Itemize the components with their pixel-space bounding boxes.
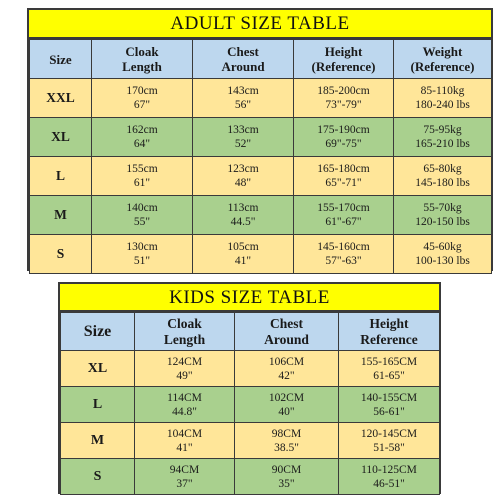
cloak-cell [135,387,235,423]
table-row [30,118,492,157]
cell-line: 102CM [268,391,305,404]
cell-line: 73"-79" [325,99,362,111]
table-row [30,157,492,196]
height-cell [339,387,440,423]
cell-line: 180-240 lbs [415,99,470,111]
adult-header-cloak [92,40,193,79]
cell-line: 113cm [227,202,259,214]
chest-cell [193,235,294,274]
size-cell: M [61,423,135,459]
kids-header-cloak [135,313,235,351]
adult-header-weight [394,40,492,79]
weight-cell [394,157,492,196]
cell-line: 51-58" [373,441,405,454]
size-cell: XXL [30,79,92,118]
header-line: Size [83,322,112,340]
header-line: Length [122,59,162,74]
cell-line: 105cm [227,241,259,253]
adult-header-height [294,40,394,79]
header-line: Length [163,331,206,347]
kids-header-height [339,313,440,351]
height-cell [339,423,440,459]
cell-line: 100-130 lbs [415,255,470,267]
weight-cell [394,235,492,274]
cloak-cell [135,423,235,459]
size-cell: S [61,459,135,495]
cell-line: 185-200cm [317,85,370,97]
header-line: (Reference) [410,59,475,74]
header-line: Cloak [125,44,159,59]
table-row [61,423,440,459]
cell-line: 65"-71" [325,177,362,189]
cell-line: 90CM [271,463,302,476]
kids-header-row [61,313,440,351]
chest-cell [235,387,339,423]
chest-cell [193,157,294,196]
cell-line: 57"-63" [325,255,362,267]
kids-size-table [58,282,441,494]
cell-line: 162cm [126,124,158,136]
cell-line: 155-170cm [317,202,370,214]
cell-line: 67" [133,99,151,111]
cell-line: 123cm [227,163,259,175]
cell-line: 175-190cm [317,124,370,136]
adult-size-table [27,8,493,271]
cell-line: 94CM [169,463,200,476]
table-row [61,387,440,423]
weight-cell [394,79,492,118]
header-line: (Reference) [311,59,376,74]
header-line: Reference [360,331,418,347]
cell-line: 56" [234,99,252,111]
height-cell [294,196,394,235]
cell-line: 140cm [126,202,158,214]
cloak-cell [92,79,193,118]
cell-line: 41" [176,441,193,454]
cell-line: 49" [176,369,193,382]
height-cell [339,459,440,495]
cell-line: 120-145CM [360,427,418,440]
adult-header-chest [193,40,294,79]
adult-table-title: ADULT SIZE TABLE [29,10,491,39]
cloak-cell [135,351,235,387]
cloak-cell [92,196,193,235]
cloak-cell [92,157,193,196]
header-line: Cloak [167,315,202,331]
adult-header-size [30,40,92,79]
cell-line: 98CM [271,427,302,440]
size-cell: XL [61,351,135,387]
weight-cell [394,118,492,157]
chest-cell [235,459,339,495]
cloak-cell [135,459,235,495]
cell-line: 130cm [126,241,158,253]
cell-line: 69"-75" [325,138,362,150]
header-line: Around [264,331,309,347]
chest-cell [193,196,294,235]
header-line: Size [49,51,72,67]
cell-line: 45-60kg [423,241,462,253]
header-line: Chest [227,44,259,59]
cell-line: 106CM [268,355,305,368]
cell-line: 61-65" [373,369,405,382]
cell-line: 110-125CM [361,463,417,476]
cloak-cell [92,118,193,157]
table-row [30,79,492,118]
size-cell: L [30,157,92,196]
cell-line: 56-61" [373,405,405,418]
cell-line: 42" [278,369,295,382]
table-row [30,235,492,274]
cell-line: 38.5" [274,441,299,454]
cell-line: 51" [133,255,151,267]
cell-line: 41" [234,255,252,267]
cell-line: 140-155CM [360,391,418,404]
cell-line: 75-95kg [423,124,462,136]
cell-line: 124CM [166,355,203,368]
cell-line: 61" [133,177,151,189]
chest-cell [235,351,339,387]
size-cell: L [61,387,135,423]
adult-header-row [30,40,492,79]
header-line: Height [324,44,363,59]
cell-line: 55-70kg [423,202,462,214]
height-cell [294,118,394,157]
cell-line: 143cm [227,85,259,97]
cell-line: 46-51" [373,477,405,490]
kids-size-grid [60,312,440,495]
cell-line: 114CM [167,391,202,404]
cell-line: 145-180 lbs [415,177,470,189]
header-line: Chest [270,315,303,331]
cell-line: 65-80kg [423,163,462,175]
size-cell: M [30,196,92,235]
kids-table-title: KIDS SIZE TABLE [60,284,439,312]
cell-line: 40" [278,405,295,418]
cell-line: 120-150 lbs [415,216,470,228]
cell-line: 52" [234,138,252,150]
size-cell: XL [30,118,92,157]
cell-line: 44.8" [172,405,197,418]
table-row [30,196,492,235]
cell-line: 61"-67" [325,216,362,228]
cell-line: 155-165CM [360,355,418,368]
table-row [61,459,440,495]
cell-line: 64" [133,138,151,150]
header-line: Height [369,315,409,331]
height-cell [294,157,394,196]
kids-header-chest [235,313,339,351]
cell-line: 170cm [126,85,158,97]
height-cell [339,351,440,387]
chest-cell [193,118,294,157]
cell-line: 133cm [227,124,259,136]
size-cell: S [30,235,92,274]
cell-line: 35" [278,477,295,490]
height-cell [294,79,394,118]
kids-header-size [61,313,135,351]
header-line: Weight [422,44,463,59]
cell-line: 155cm [126,163,158,175]
weight-cell [394,196,492,235]
cell-line: 165-210 lbs [415,138,470,150]
cell-line: 165-180cm [317,163,370,175]
cell-line: 104CM [166,427,203,440]
cell-line: 145-160cm [317,241,370,253]
adult-size-grid [29,39,492,274]
cell-line: 37" [176,477,193,490]
chest-cell [235,423,339,459]
chest-cell [193,79,294,118]
cell-line: 48" [234,177,252,189]
cloak-cell [92,235,193,274]
header-line: Around [221,59,265,74]
table-row [61,351,440,387]
cell-line: 85-110kg [420,85,465,97]
height-cell [294,235,394,274]
cell-line: 55" [133,216,151,228]
cell-line: 44.5" [230,216,256,228]
